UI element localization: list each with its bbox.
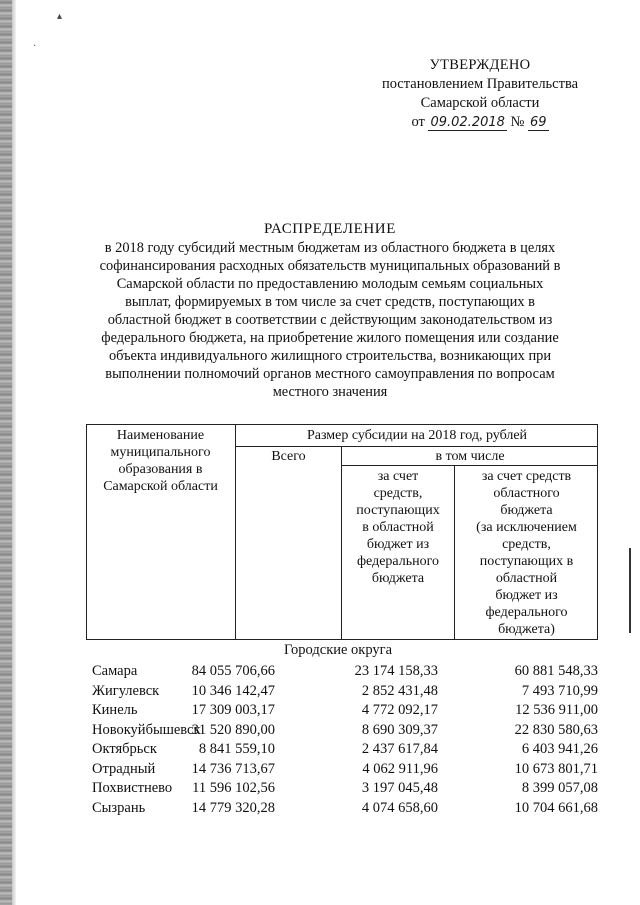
municipality-name: Самара (92, 663, 138, 679)
regional-amount: 7 493 710,99 (521, 682, 598, 699)
header-text: бюджет из (366, 537, 430, 552)
municipality-name: Жигулевск (92, 682, 160, 699)
header-text: поступающих в (479, 554, 574, 569)
table-header (86, 424, 598, 640)
table-row (92, 701, 602, 721)
header-federal-share (342, 468, 454, 587)
heading-line: объекта индивидуального жилищного строительства, возникающих при (108, 348, 552, 364)
municipality-name: Октябрьск (92, 741, 157, 757)
heading-line: федерального бюджета, на приобретение жилого помещения или создание (101, 330, 559, 346)
total-amount: 14 779 320,28 (191, 799, 275, 816)
header-text: образования в (118, 462, 203, 477)
heading-line: местного значения (272, 384, 388, 400)
table-row (92, 662, 602, 682)
total-amount: 10 346 142,47 (191, 682, 275, 699)
regional-amount: 10 673 801,71 (514, 760, 598, 777)
header-text: Размер субсидии на 2018 год, рублей (306, 428, 528, 443)
federal-amount: 23 174 158,33 (354, 663, 438, 679)
header-text: муниципального (110, 445, 211, 460)
header-text: за счет (377, 469, 419, 484)
regional-amount: 8 399 057,08 (521, 780, 598, 796)
header-text: за счет средств (481, 469, 572, 484)
header-text: бюджета (371, 571, 425, 586)
regional-amount: 6 403 941,26 (521, 741, 598, 757)
municipality-name: Кинель (92, 702, 138, 718)
table-row (92, 799, 602, 819)
header-total (236, 448, 341, 465)
header-text: бюджет из (495, 588, 558, 603)
approval-block (360, 56, 600, 132)
heading-line: областной бюджет в соответствии с действующим законодательством из (107, 312, 553, 328)
table-border (86, 639, 598, 640)
header-regional-share (455, 468, 598, 638)
municipality-name: Сызрань (92, 799, 146, 816)
heading-line: в 2018 году субсидий местным бюджетам из областного бюджета в целях (104, 240, 556, 256)
approval-title: УТВЕРЖДЕНО (429, 57, 531, 73)
header-text: Всего (271, 449, 306, 464)
table-row (92, 682, 602, 702)
table-border (86, 424, 598, 425)
scan-edge-shadow (0, 0, 12, 905)
header-text: бюджета (500, 503, 553, 518)
federal-amount: 4 074 658,60 (361, 799, 438, 816)
scan-edge-gradient (12, 0, 16, 905)
header-subsidy-size (236, 427, 598, 444)
document-title: РАСПРЕДЕЛЕНИЕ (263, 221, 396, 237)
approval-line-1: постановлением Правительства (381, 76, 579, 92)
header-text: средств, (373, 486, 423, 501)
table-border (341, 465, 598, 466)
table-row (92, 779, 602, 799)
table-border (235, 446, 598, 447)
heading-line: Самарской области по предоставлению молодым семьям социальных (116, 276, 544, 292)
total-amount: 8 841 559,10 (198, 741, 275, 757)
municipality-name: Отрадный (92, 760, 156, 777)
total-amount: 31 520 890,00 (191, 721, 275, 738)
header-municipality (86, 427, 235, 495)
federal-amount: 2 852 431,48 (361, 682, 438, 699)
regional-amount: 60 881 548,33 (514, 663, 598, 679)
header-text: в том числе (435, 449, 505, 464)
section-title: Городские округа (283, 642, 393, 658)
handwritten-date: 09.02.2018 (430, 115, 505, 130)
header-text: поступающих (356, 503, 440, 518)
handwritten-number: 69 (530, 115, 547, 130)
header-text: Наименование (116, 428, 205, 443)
header-text: Самарской области (103, 479, 218, 494)
header-text: средств, (502, 537, 551, 552)
regional-amount: 22 830 580,63 (514, 721, 598, 738)
header-text: федерального (356, 554, 440, 569)
regional-amount: 12 536 911,00 (515, 702, 598, 718)
document-heading (70, 219, 590, 401)
federal-amount: 4 772 092,17 (361, 702, 438, 718)
header-text: (за исключением (476, 520, 577, 535)
approval-line-2: Самарской области (420, 95, 540, 111)
approval-date-line (360, 113, 600, 132)
scan-speck: ▴ (57, 11, 63, 22)
total-amount: 14 736 713,67 (191, 760, 275, 777)
number-prefix: № (510, 114, 525, 130)
table-row (92, 740, 602, 760)
heading-line: выполнении полномочий органов местного самоуправления по вопросам (105, 366, 555, 382)
header-text: областного (493, 486, 560, 501)
federal-amount: 8 690 309,37 (361, 721, 438, 738)
scan-right-mark (629, 548, 631, 633)
federal-amount: 3 197 045,48 (361, 780, 438, 796)
total-amount: 11 596 102,56 (192, 780, 275, 796)
table-body (92, 662, 602, 818)
municipality-name: Похвистнево (92, 780, 173, 796)
header-text: областной (495, 571, 558, 586)
header-text: бюджета) (498, 622, 555, 637)
header-text: федерального (485, 605, 568, 620)
federal-amount: 2 437 617,84 (361, 741, 438, 757)
heading-line: софинансирования расходных обязательств муниципальных образований в (99, 258, 561, 274)
total-amount: 84 055 706,66 (191, 663, 275, 679)
header-including (342, 448, 598, 465)
municipality-name: Новокуйбышевск (92, 721, 201, 738)
scan-speck: · (33, 41, 37, 52)
table-row (92, 760, 602, 780)
total-amount: 17 309 003,17 (191, 702, 275, 718)
federal-amount: 4 062 911,96 (362, 760, 438, 777)
heading-line: выплат, формируемых в том числе за счет средств, поступающих в (125, 294, 535, 310)
regional-amount: 10 704 661,68 (514, 799, 598, 816)
table-row (92, 721, 602, 741)
header-text: в областной (362, 520, 434, 535)
date-prefix: от (411, 114, 425, 130)
